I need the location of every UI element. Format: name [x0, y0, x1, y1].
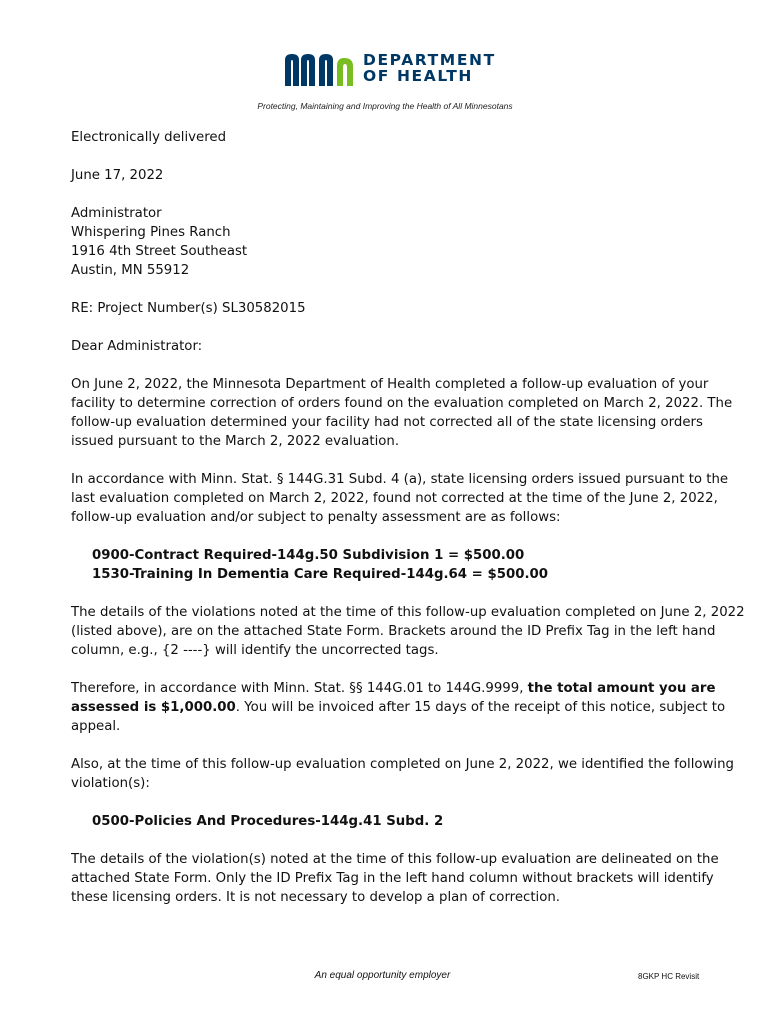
text-span: Therefore, in accordance with Minn. Stat. §§ 144G.01 to 144G.9999, — [71, 681, 528, 696]
paragraph-line: appeal. — [71, 719, 121, 734]
logo-line-2: OF HEALTH — [363, 67, 473, 85]
total-amount-value: assessed is $1,000.00 — [71, 700, 236, 715]
address-line: Austin, MN 55912 — [71, 263, 190, 278]
re-line: RE: Project Number(s) SL30582015 — [71, 301, 306, 316]
paragraph-line: last evaluation completed on March 2, 2022, found not corrected at the time of the June 2, 2022, — [71, 491, 718, 506]
letter-date: June 17, 2022 — [71, 168, 164, 183]
total-amount-text: the total amount you are — [527, 681, 716, 696]
paragraph-line — [71, 679, 715, 698]
paragraph-line: On June 2, 2022, the Minnesota Department of Health completed a follow-up evaluation of your — [71, 377, 709, 392]
address-line: Whispering Pines Ranch — [71, 225, 231, 240]
mdh-logo — [283, 51, 496, 88]
paragraph-line: follow-up evaluation determined your facility had not corrected all of the state licensing orders — [71, 415, 703, 430]
penalty-item: 0900-Contract Required-144g.50 Subdivision 1 = $500.00 — [92, 548, 525, 563]
delivery-method: Electronically delivered — [71, 130, 227, 145]
footer-form-code: 8GKP HC Revisit — [638, 972, 700, 981]
salutation: Dear Administrator: — [71, 339, 203, 354]
paragraph-line: (listed above), are on the attached State Form. Brackets around the ID Prefix Tag in the left hand — [71, 624, 716, 639]
address-line: Administrator — [71, 206, 162, 221]
paragraph-line: issued pursuant to the March 2, 2022 evaluation. — [71, 434, 400, 449]
penalty-item: 1530-Training In Dementia Care Required-144g.64 = $500.00 — [92, 567, 549, 582]
footer-eoe: An equal opportunity employer — [314, 970, 451, 981]
paragraph-line: these licensing orders. It is not necessary to develop a plan of correction. — [71, 890, 561, 905]
paragraph-line: follow-up evaluation and/or subject to penalty assessment are as follows: — [71, 510, 561, 525]
paragraph-line: The details of the violation(s) noted at the time of this follow-up evaluation are delineated on the — [71, 852, 719, 867]
violation-item: 0500-Policies And Procedures-144g.41 Subd. 2 — [92, 814, 444, 829]
logo-line-1: DEPARTMENT — [363, 51, 496, 69]
paragraph-line: attached State Form. Only the ID Prefix Tag in the left hand column without brackets will identify — [71, 871, 714, 886]
mn-logo-icon — [283, 52, 357, 86]
paragraph-line: column, e.g., {2 ----} will identify the uncorrected tags. — [71, 643, 439, 658]
paragraph-line: violation(s): — [71, 776, 150, 791]
text-span: . You will be invoiced after 15 days of the receipt of this notice, subject to — [235, 700, 726, 715]
address-line: 1916 4th Street Southeast — [71, 244, 248, 259]
logo-wordmark — [363, 52, 496, 84]
paragraph-line — [71, 698, 725, 717]
paragraph-line: Also, at the time of this follow-up evaluation completed on June 2, 2022, we identified the following — [71, 757, 734, 772]
paragraph-line: In accordance with Minn. Stat. § 144G.31 Subd. 4 (a), state licensing orders issued pursuant to the — [71, 472, 729, 487]
tagline: Protecting, Maintaining and Improving the Health of All Minnesotans — [257, 101, 513, 111]
paragraph-line: The details of the violations noted at the time of this follow-up evaluation completed on June 2, 2022 — [71, 605, 745, 620]
paragraph-line: facility to determine correction of orders found on the evaluation completed on March 2, 2022. The — [71, 396, 733, 411]
